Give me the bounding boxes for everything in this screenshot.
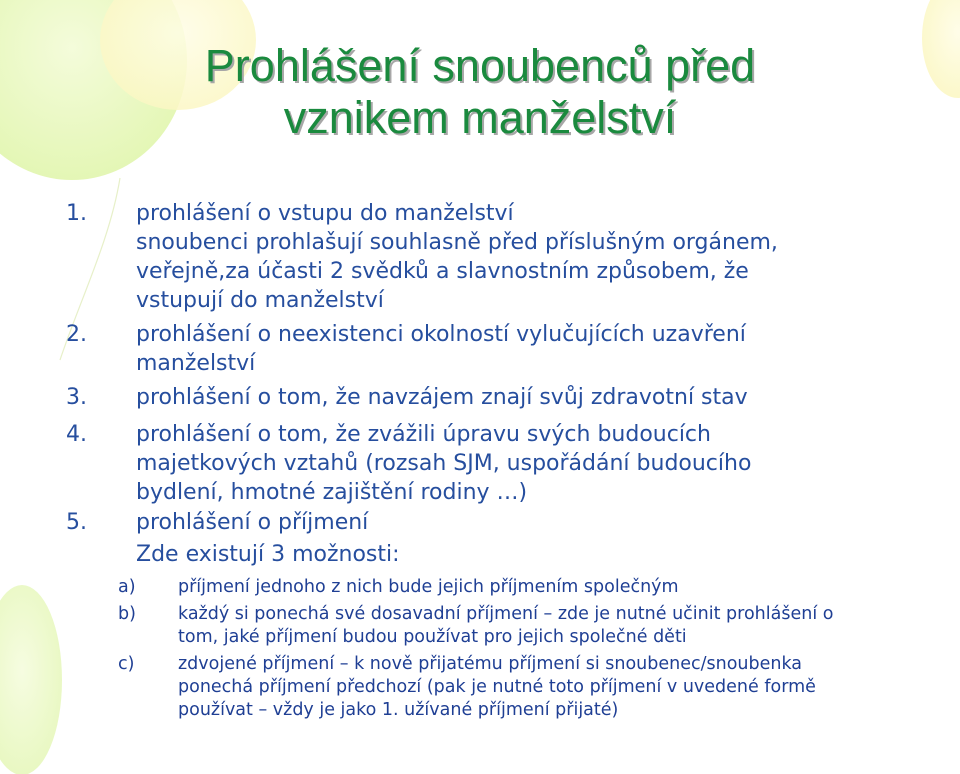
item-3-line-1: prohlášení o tom, že navzájem znají svůj zdravotní stav (136, 385, 748, 410)
item-1-number: 1. (66, 201, 87, 226)
option-b-line-2: tom, jaké příjmení budou používat pro jejich společné děti (178, 627, 687, 647)
option-b-line-1: každý si ponechá své dosavadní příjmení – zde je nutné učinit prohlášení o (178, 604, 834, 624)
option-c-line-3: používat – vždy je jako 1. užívané příjmení přijaté) (178, 700, 619, 720)
item-2-line-2: manželství (136, 351, 256, 376)
item-1-line-2: snoubenci prohlašují souhlasně před příslušným orgánem, (136, 230, 778, 255)
item-4-number: 4. (66, 422, 87, 447)
title-line-2: vznikem manželství (283, 92, 677, 143)
slide-title (0, 40, 960, 144)
item-5-line-2: Zde existují 3 možnosti: (136, 542, 400, 567)
item-4-line-1: prohlášení o tom, že zvážili úpravu svých budoucích (136, 422, 711, 447)
option-a-line-1: příjmení jednoho z nich bude jejich příjmením společným (178, 577, 679, 597)
option-c-line-1: zdvojené příjmení – k nově přijatému příjmení si snoubenec/snoubenka (178, 654, 803, 674)
item-4-line-2: majetkových vztahů (rozsah SJM, uspořádání budoucího (136, 451, 752, 476)
item-5-number: 5. (66, 510, 87, 535)
item-2-number: 2. (66, 322, 87, 347)
item-5-line-1: prohlášení o příjmení (136, 510, 369, 535)
item-1-line-4: vstupují do manželství (136, 288, 384, 313)
item-4-line-3: bydlení, hmotné zajištění rodiny …) (136, 480, 528, 505)
title-line-1: Prohlášení snoubenců před (204, 40, 756, 91)
option-c-label: c) (118, 654, 135, 674)
option-c-line-2: ponechá příjmení předchozí (pak je nutné toto příjmení v uvedené formě (178, 677, 816, 697)
item-3-number: 3. (66, 385, 87, 410)
balloon-green-bottom (0, 585, 62, 774)
item-1-line-1: prohlášení o vstupu do manželství (136, 201, 514, 226)
item-1-line-3: veřejně,za účasti 2 svědků a slavnostním způsobem, že (136, 259, 749, 284)
option-a-label: a) (118, 577, 136, 597)
item-2-line-1: prohlášení o neexistenci okolností vylučujících uzavření (136, 322, 746, 347)
option-b-label: b) (118, 604, 136, 624)
